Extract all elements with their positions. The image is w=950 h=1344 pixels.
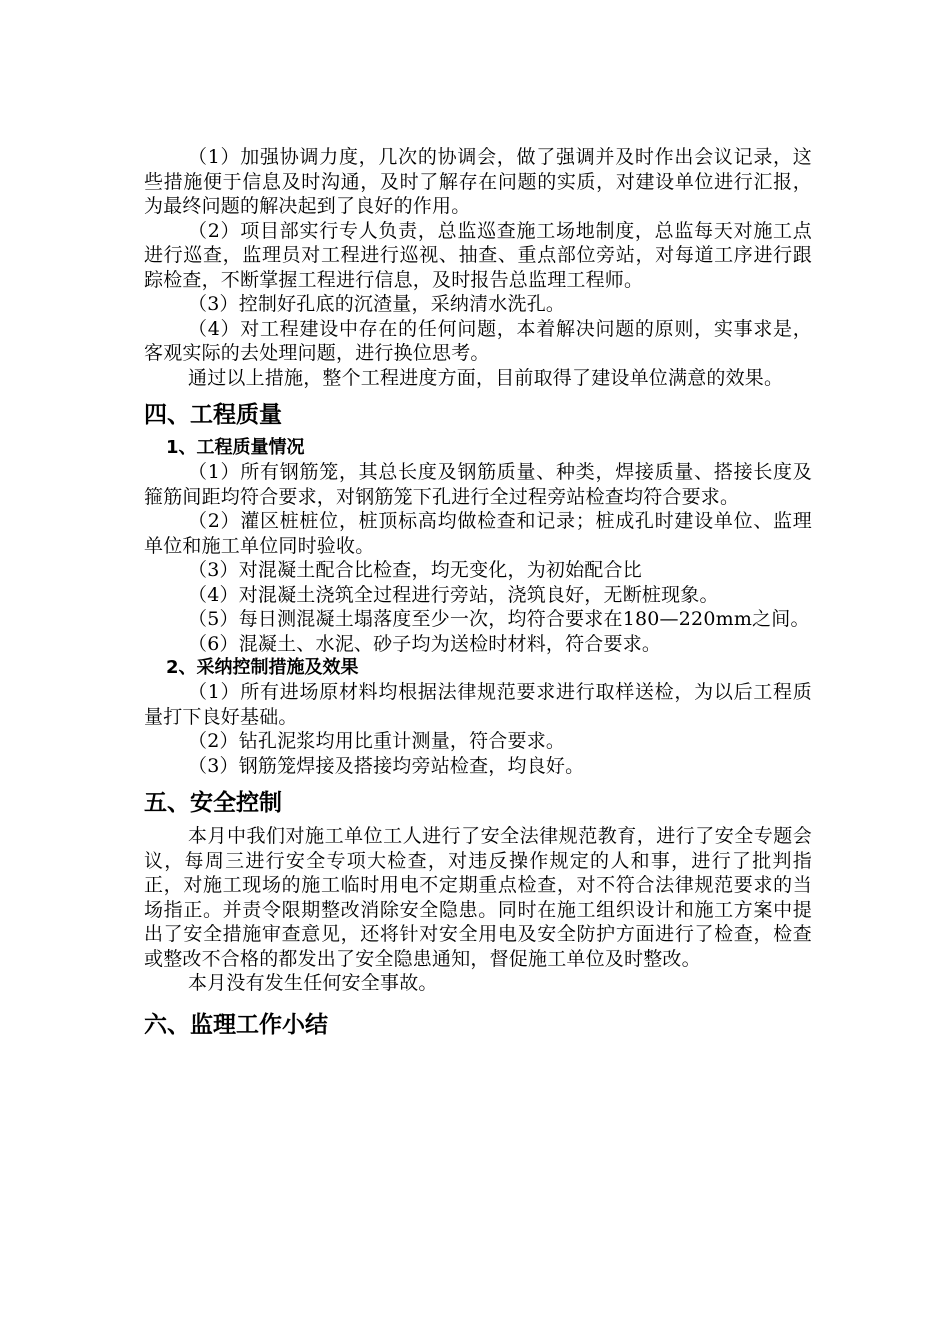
section-heading-summary: 六、监理工作小结 <box>144 1011 328 1038</box>
paragraph: （2）钻孔泥浆均用比重计测量，符合要求。 <box>188 730 566 752</box>
paragraph: （3）对混凝土配合比检查，均无变化，为初始配合比 <box>188 559 642 581</box>
paragraph: （2）灌区桩桩位，桩顶标高均做检查和记录；桩成孔时建设单位、监理单位和施工单位同时验收。 <box>144 510 812 557</box>
paragraph: （3）钢筋笼焊接及搭接均旁站检查，均良好。 <box>188 754 585 777</box>
paragraph: （6）混凝土、水泥、砂子均为送检时材料，符合要求。 <box>188 632 662 655</box>
paragraph: （1）所有进场原材料均根据法律规范要求进行取样送检，为以后工程质量打下良好基础。 <box>144 681 812 728</box>
subheading-control-measures: 2、采纳控制措施及效果 <box>166 657 359 678</box>
paragraph: 本月中我们对施工单位工人进行了安全法律规范教育，进行了安全专题会议，每周三进行安全专项大检查，对违反操作规定的人和事，进行了批判指正，对施工现场的施工临时用电不定期重点检查，对不符合法律规范要求的当场指正。并责令限期整改消除安全隐患。同时在施工组织设计和施工方案中提出了安全措施审查意见，还将针对安全用电及安全防护方面进行了检查，检查或整改不合格的都发出了安全隐患通知，督促施工单位及时整改。 <box>144 825 812 970</box>
paragraph: （2）项目部实行专人负责，总监巡查施工场地制度，总监每天对施工点进行巡查，监理员对工程进行巡视、抽查、重点部位旁站，对每道工序进行跟踪检查，不断掌握工程进行信息，及时报告总监理工程师。 <box>144 219 812 291</box>
document-page <box>144 145 812 1046</box>
paragraph: （1）加强协调力度，几次的协调会，做了强调并及时作出会议记录，这些措施便于信息及时沟通，及时了解存在问题的实质，对建设单位进行汇报，为最终问题的解决起到了良好的作用。 <box>144 146 812 217</box>
subheading-quality-status: 1、工程质量情况 <box>166 437 305 458</box>
paragraph: （4）对混凝土浇筑全过程进行旁站，浇筑良好，无断桩现象。 <box>188 583 719 606</box>
paragraph: （3）控制好孔底的沉渣量，采纳清水洗孔。 <box>188 293 566 315</box>
section-heading-quality: 四、工程质量 <box>144 402 282 428</box>
section-heading-safety: 五、安全控制 <box>144 790 282 816</box>
paragraph: （5）每日测混凝土塌落度至少一次，均符合要求在180—220mm之间。 <box>188 608 810 630</box>
paragraph: 通过以上措施，整个工程进度方面，目前取得了建设单位满意的效果。 <box>188 366 784 389</box>
paragraph: （1）所有钢筋笼，其总长度及钢筋质量、种类，焊接质量、搭接长度及箍筋间距均符合要求，对钢筋笼下孔进行全过程旁站检查均符合要求。 <box>144 461 812 508</box>
paragraph: 本月没有发生任何安全事故。 <box>188 972 438 994</box>
paragraph: （4）对工程建设中存在的任何问题，本着解决问题的原则，实事求是，客观实际的去处理问题，进行换位思考。 <box>144 317 812 364</box>
